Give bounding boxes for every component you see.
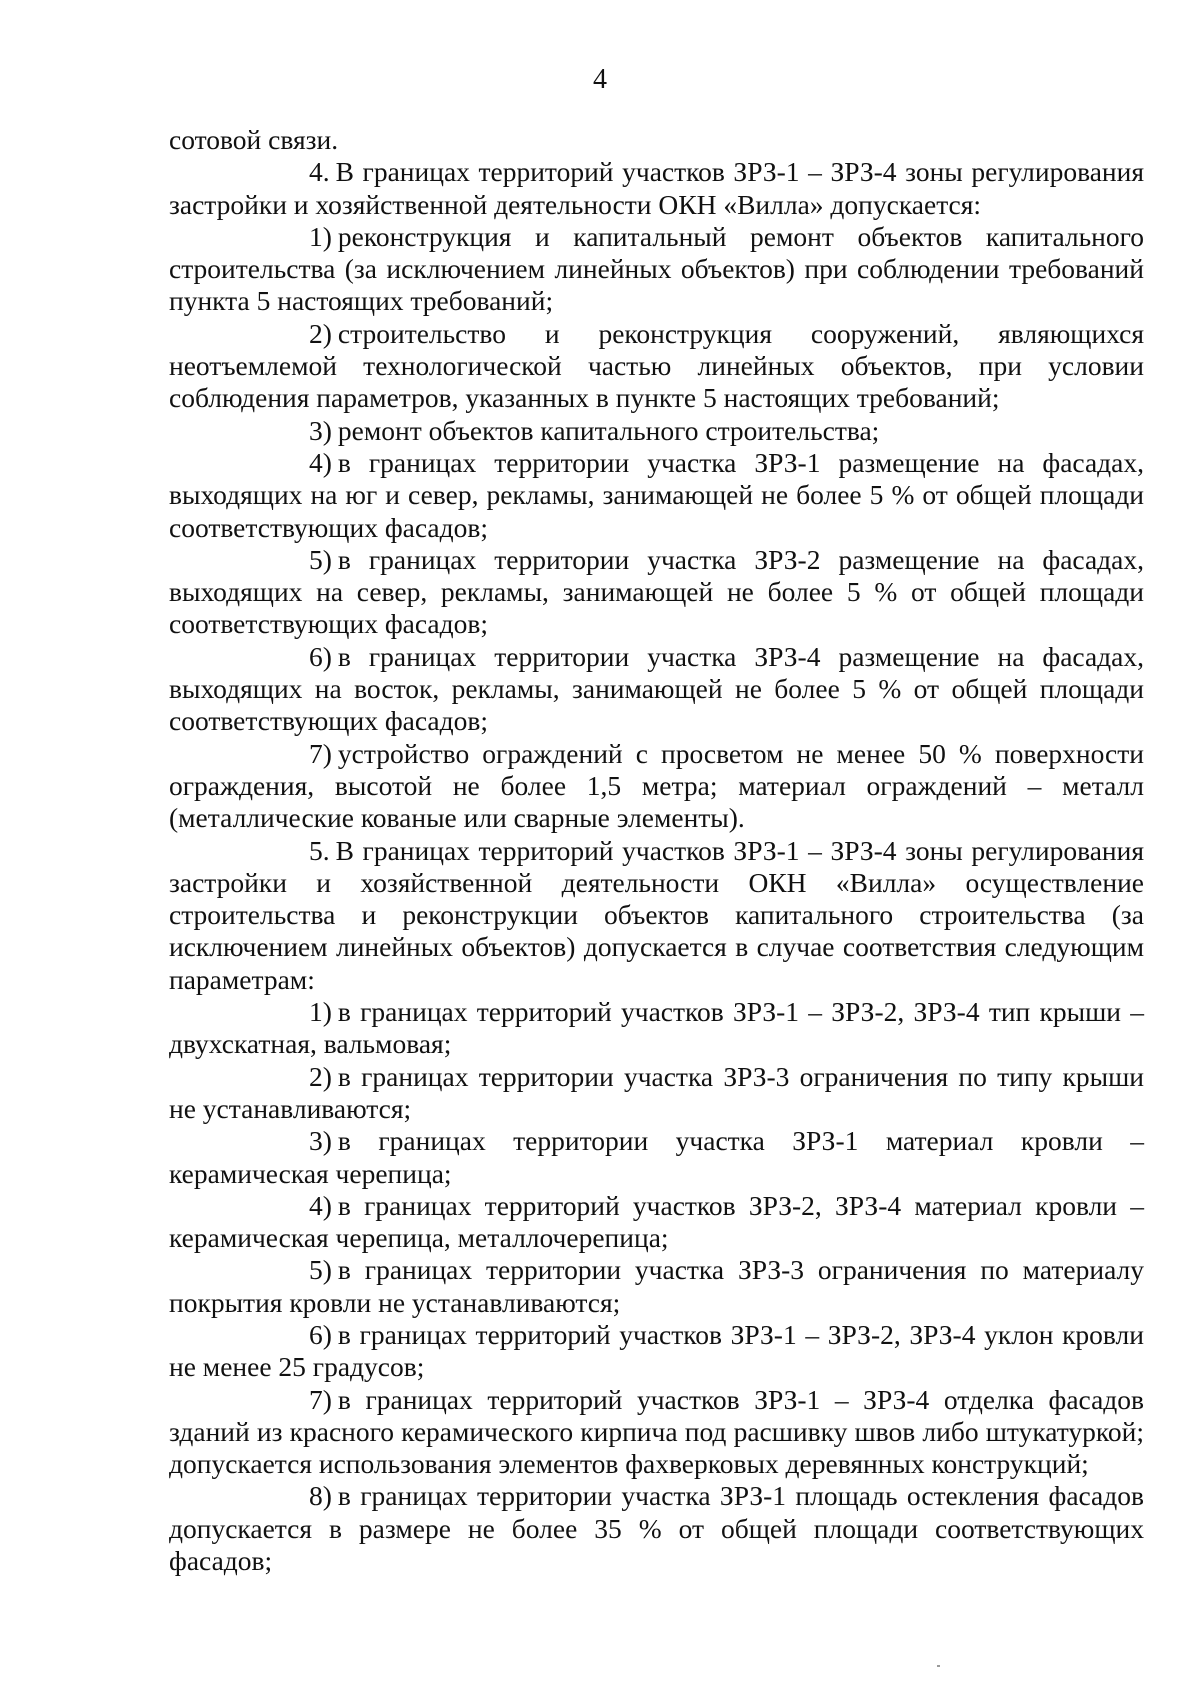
item-text: в границах территории участка ЗРЗ-1 размещение на фасадах, выходящих на юг и север, рекламы, занимающей не более 5 % от общей площади соответствующих фасадов; xyxy=(169,446,1144,543)
list-item xyxy=(169,1254,1144,1319)
section-number: 5. xyxy=(309,834,330,866)
list-item xyxy=(169,738,1144,835)
item-number: 2) xyxy=(309,1060,332,1092)
item-text: в границах территории участка ЗРЗ-4 размещение на фасадах, выходящих на восток, рекламы, занимающей не более 5 % от общей площади соответствующих фасадов; xyxy=(169,640,1144,737)
item-number: 1) xyxy=(309,220,332,252)
item-text: в границах территорий участков ЗРЗ-1 – ЗРЗ-2, ЗРЗ-4 уклон кровли не менее 25 градусов; xyxy=(169,1318,1144,1383)
item-number: 7) xyxy=(309,1383,332,1415)
item-text: устройство ограждений с просветом не менее 50 % поверхности ограждения, высотой не более 1,5 метра; материал ограждений – металл (металлические кованые или сварные элементы). xyxy=(169,737,1144,834)
section-paragraph xyxy=(169,835,1144,996)
item-number: 3) xyxy=(309,414,332,446)
paragraph-text: В границах территорий участков ЗРЗ-1 – ЗРЗ-4 зоны регулирования застройки и хозяйственной деятельности ОКН «Вилла» допускается: xyxy=(169,156,1144,220)
paragraph xyxy=(169,124,1144,156)
list-item xyxy=(169,415,1144,447)
item-number: 3) xyxy=(309,1125,332,1157)
section-number: 4. xyxy=(309,156,330,188)
list-item xyxy=(169,1480,1144,1577)
list-item xyxy=(169,1125,1144,1190)
scan-artifact xyxy=(937,1665,940,1667)
paragraph-text: В границах территорий участков ЗРЗ-1 – ЗРЗ-4 зоны регулирования застройки и хозяйственной деятельности ОКН «Вилла» осуществление строительства и реконструкции объектов капитального строительства (за исключением линейных объектов) допускается в случае соответствия следующим параметрам: xyxy=(169,834,1144,995)
item-number: 7) xyxy=(309,737,332,769)
list-item xyxy=(169,1319,1144,1384)
item-text: в границах территорий участков ЗРЗ-1 – ЗРЗ-4 отделка фасадов зданий из красного керамического кирпича под расшивку швов либо штукатуркой; допускается использования элементов фахверковых деревянных конструкций; xyxy=(169,1383,1144,1480)
item-text: в границах территории участка ЗРЗ-1 площадь остекления фасадов допускается в размере не более 35 % от общей площади соответствующих фасадов; xyxy=(169,1480,1144,1577)
item-number: 6) xyxy=(309,1318,332,1350)
item-number: 5) xyxy=(309,1254,332,1286)
item-number: 6) xyxy=(309,640,332,672)
list-item xyxy=(169,1384,1144,1481)
list-item xyxy=(169,641,1144,738)
item-text: в границах территории участка ЗРЗ-3 ограничения по материалу покрытия кровли не устанавливаются; xyxy=(169,1254,1144,1318)
item-number: 8) xyxy=(309,1480,332,1512)
list-item xyxy=(169,221,1144,318)
item-number: 1) xyxy=(309,996,332,1028)
item-text: реконструкция и капитальный ремонт объектов капитального строительства (за исключением линейных объектов) при соблюдении требований пункта 5 настоящих требований; xyxy=(169,220,1144,317)
list-item xyxy=(169,1190,1144,1255)
item-text: ремонт объектов капитального строительства; xyxy=(337,414,880,446)
list-item xyxy=(169,996,1144,1061)
item-number: 2) xyxy=(309,317,332,349)
item-number: 5) xyxy=(309,543,332,575)
list-item xyxy=(169,544,1144,641)
list-item xyxy=(169,318,1144,415)
item-text: в границах территории участка ЗРЗ-2 размещение на фасадах, выходящих на север, рекламы, занимающей не более 5 % от общей площади соответствующих фасадов; xyxy=(169,543,1144,640)
list-item xyxy=(169,1061,1144,1126)
document-body xyxy=(169,124,1144,1577)
item-text: в границах территорий участков ЗРЗ-1 – ЗРЗ-2, ЗРЗ-4 тип крыши – двухскатная, вальмовая; xyxy=(169,996,1144,1060)
item-text: в границах территории участка ЗРЗ-3 ограничения по типу крыши не устанавливаются; xyxy=(169,1060,1144,1124)
paragraph-text: сотовой связи. xyxy=(169,124,339,155)
section-paragraph xyxy=(169,156,1144,221)
item-text: строительство и реконструкция сооружений, являющихся неотъемлемой технологической частью линейных объектов, при условии соблюдения параметров, указанных в пункте 5 настоящих требований; xyxy=(169,317,1144,414)
item-number: 4) xyxy=(309,1189,332,1221)
item-text: в границах территории участка ЗРЗ-1 материал кровли – керамическая черепица; xyxy=(169,1125,1144,1189)
list-item xyxy=(169,447,1144,544)
item-number: 4) xyxy=(309,446,332,478)
item-text: в границах территорий участков ЗРЗ-2, ЗРЗ-4 материал кровли – керамическая черепица, металлочерепица; xyxy=(169,1189,1144,1254)
page-number: 4 xyxy=(593,64,607,95)
